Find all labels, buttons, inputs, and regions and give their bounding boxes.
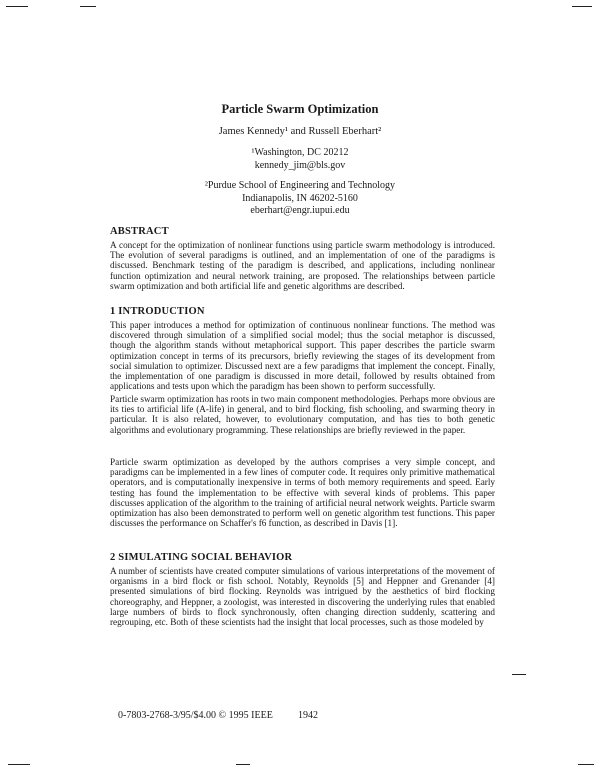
affiliation-1-address: ¹Washington, DC 20212 (251, 147, 349, 158)
intro-paragraph-3: Particle swarm optimization as developed by the authors comprises a very simple concept, and paradigms can be implemented in a few lines of computer code. It requires only primitive mathematical operators, and is computationally inexpensive in terms of both memory requirements and speed. Early testing has found the implementation to be effective with several kinds of problems. This paper discusses application of the algorithm to the training of artificial neural network weights. Particle swarm optimization has also been demonstrated to perform well on genetic algorithm test functions. This paper discusses the performance on Schaffer's f6 function, as described in Davis [1]. (110, 457, 495, 529)
author-line: James Kennedy¹ and Russell Eberhart² (218, 126, 382, 137)
affiliation-2-email: eberhart@engr.iupui.edu (250, 205, 350, 216)
scan-mark-bottom-right-2 (578, 764, 594, 765)
intro-paragraph-1: This paper introduces a method for optimization of continuous nonlinear functions. The method was discovered through simulation of a simplified social model; thus the social metaphor is discussed, though the algorithm stands without metaphorical support. This paper describes the particle swarm optimization concept in terms of its precursors, briefly reviewing the stages of its development from social simulation to optimizer. Discussed next are a few paradigms that implement the concept. Finally, the implementation of one paradigm is discussed in more detail, followed by results obtained from applications and tests upon which the paradigm has been shown to perform successfully. (110, 320, 495, 392)
section-heading-introduction: 1 INTRODUCTION (110, 306, 205, 317)
copyright-code: 0-7803-2768-3/95/$4.00 © 1995 IEEE (118, 710, 273, 721)
scan-mark-top-right (572, 6, 592, 7)
affiliation-2-city: Indianapolis, IN 46202-5160 (242, 192, 358, 204)
paper-title: Particle Swarm Optimization (221, 102, 379, 116)
scan-mark-top-center (80, 6, 96, 7)
scan-mark-bottom-right (512, 674, 526, 675)
affiliation-1-email: kennedy_jim@bls.gov (254, 159, 346, 171)
intro-paragraph-2: Particle swarm optimization has roots in two main component methodologies. Perhaps more obvious are its ties to artificial life (A-life) in general, and to bird flocking, fish schooling, and swarming theory in particular. It is also related, however, to evolutionary computation, and has ties to both genetic algorithms and evolutionary programming. These relationships are briefly reviewed in the paper. (110, 394, 495, 435)
affiliation-2 (0, 180, 600, 218)
scan-mark-bottom-left (8, 764, 30, 765)
scan-mark-bottom-center (236, 764, 250, 765)
scan-mark-top-left (6, 6, 28, 7)
affiliation-1 (0, 147, 600, 172)
social-behavior-paragraph-1: A number of scientists have created computer simulations of various interpretations of the movement of organisms in a bird flock or fish school. Notably, Reynolds [5] and Heppner and Grenander [4] presented simulations of bird flocking. Reynolds was intrigued by the aesthetics of bird flocking choreography, and Heppner, a zoologist, was interested in discovering the underlying rules that enabled large numbers of birds to flock synchronously, often changing direction suddenly, scattering and regrouping, etc. Both of these scientists had the insight that local processes, such as those modeled by (110, 566, 495, 628)
section-heading-abstract: ABSTRACT (110, 226, 169, 237)
section-heading-simulating-social-behavior: 2 SIMULATING SOCIAL BEHAVIOR (110, 552, 293, 563)
page-number: 1942 (298, 710, 318, 721)
affiliation-2-school: ²Purdue School of Engineering and Technology (204, 180, 396, 191)
abstract-paragraph: A concept for the optimization of nonlinear functions using particle swarm methodology is introduced. The evolution of several paradigms is outlined, and an implementation of one of the paradigms is discussed. Benchmark testing of the paradigm is described, and applications, including nonlinear function optimization and neural network training, are proposed. The relationships between particle swarm optimization and both artificial life and genetic algorithms are described. (110, 240, 495, 291)
